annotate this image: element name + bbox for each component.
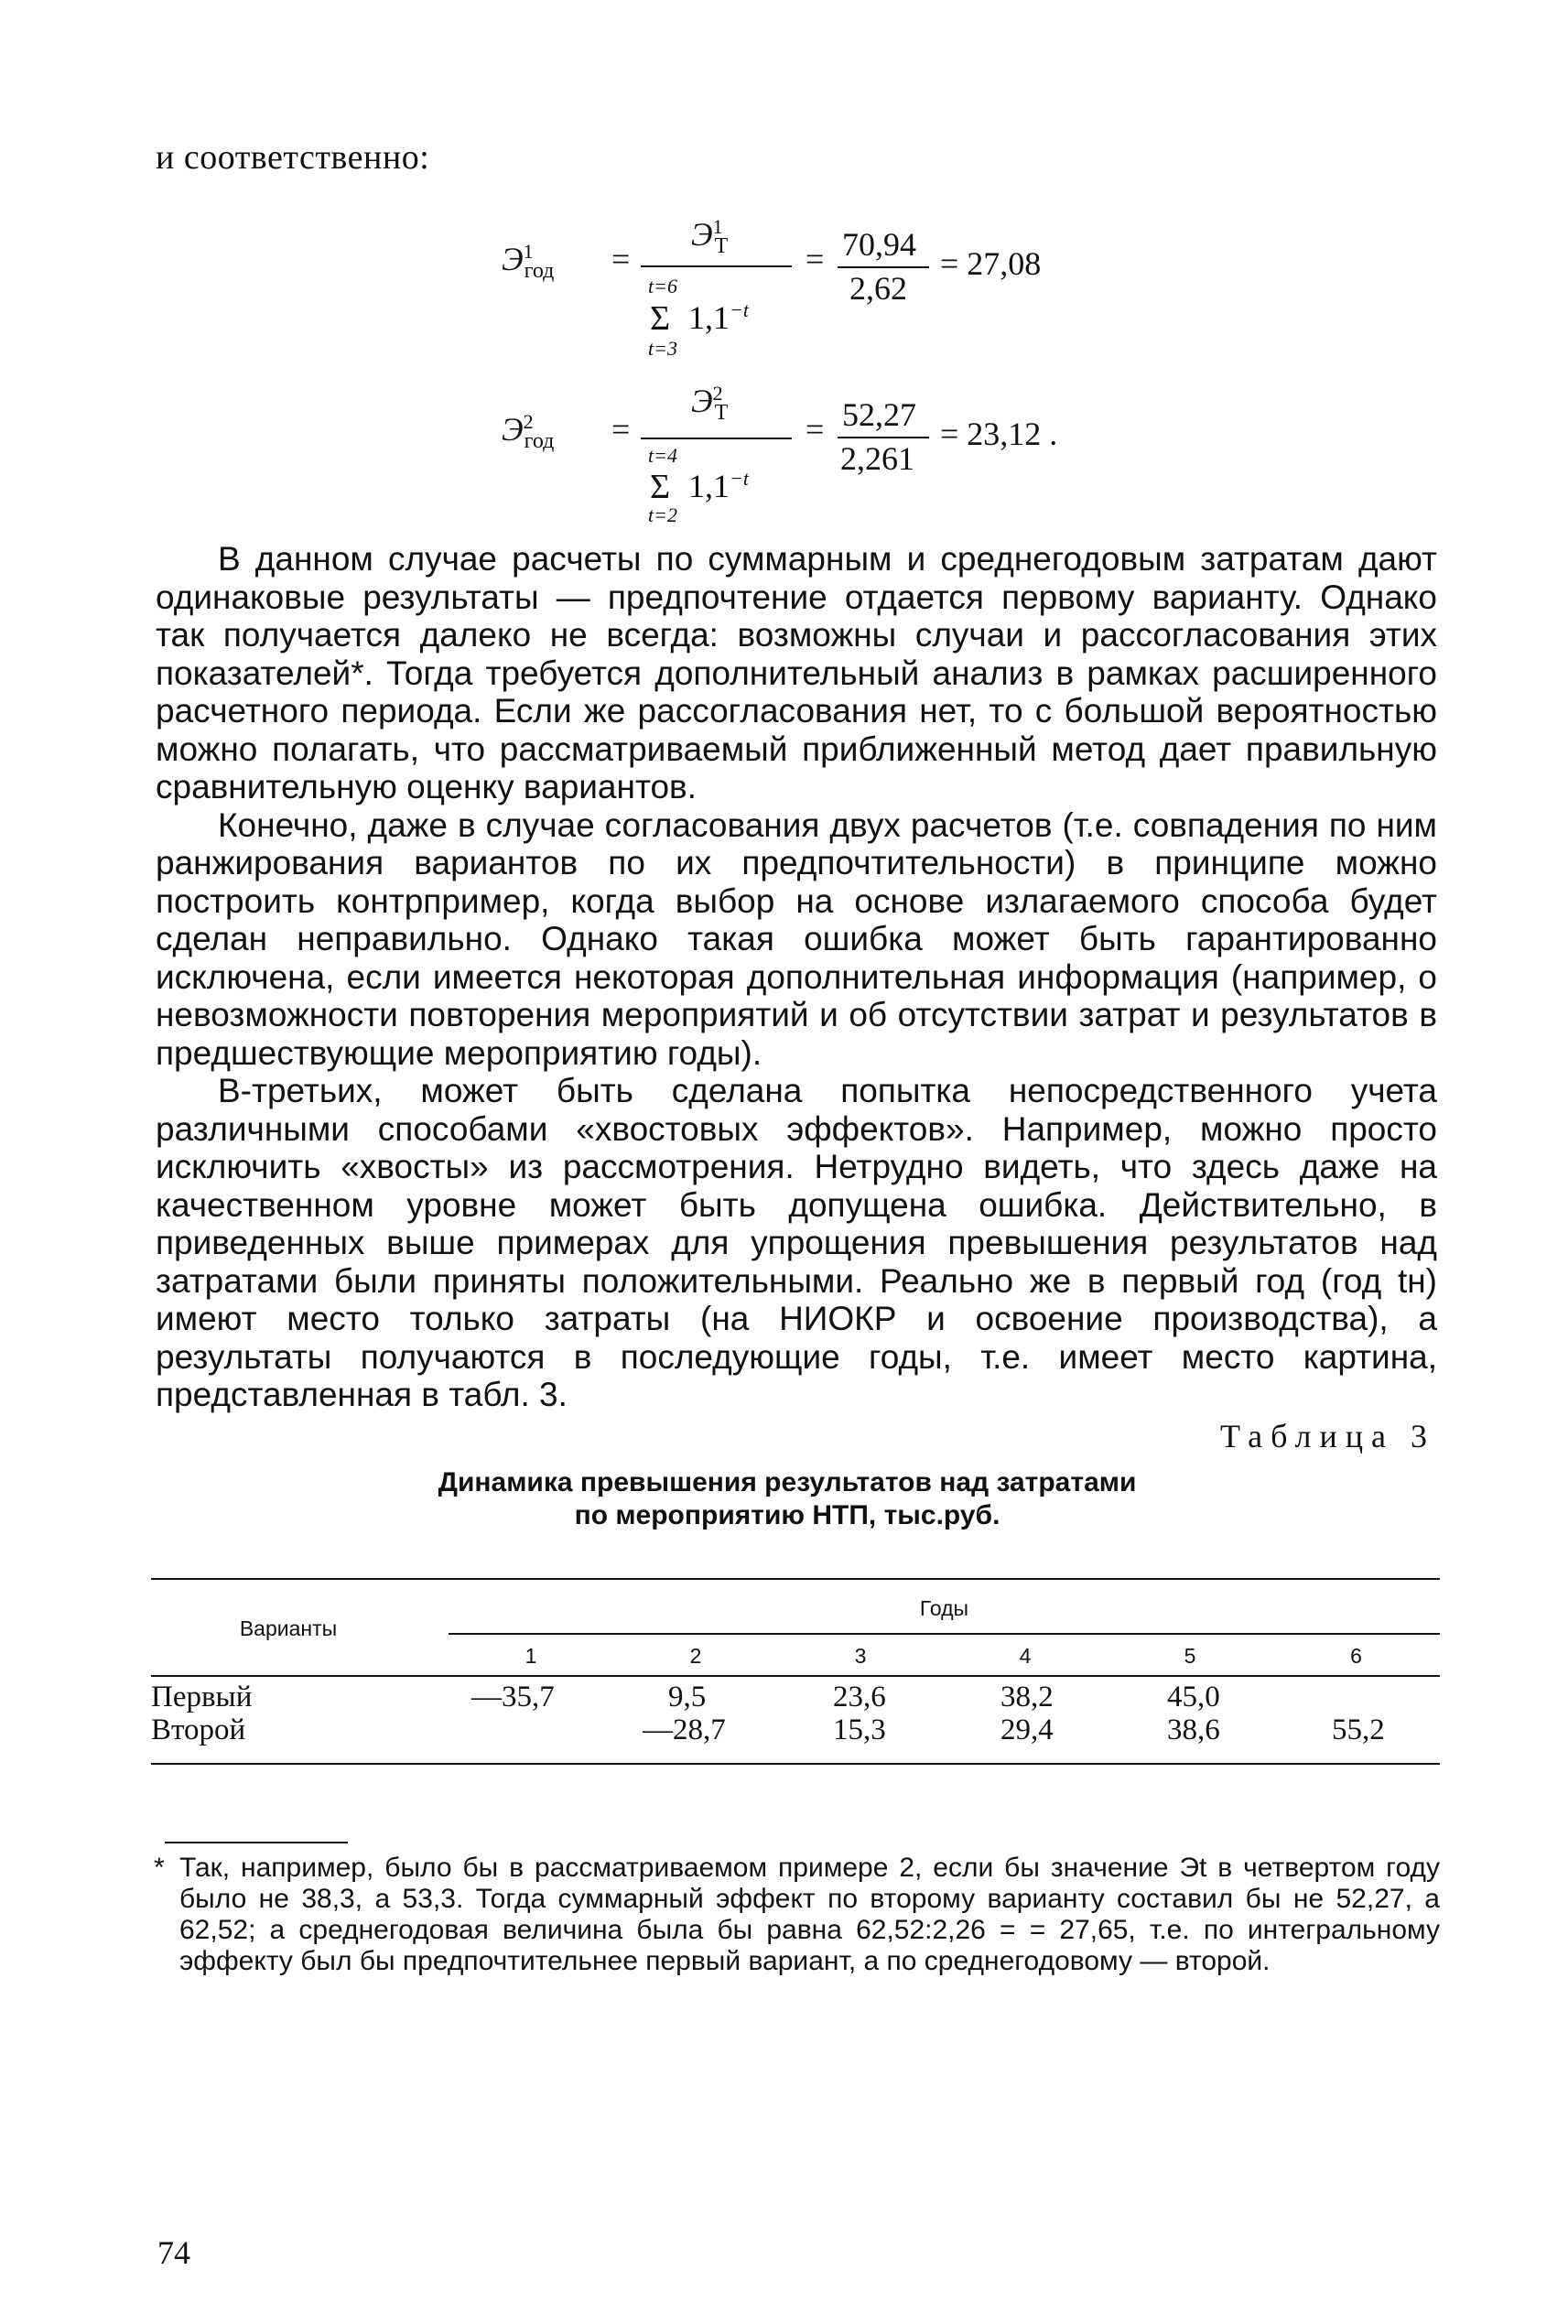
row-2-year-3: 15,3	[833, 1713, 886, 1746]
formula-2-numerator: $Э^2_Т$	[691, 382, 729, 426]
formula-1-value-line	[838, 266, 929, 268]
header-years: Годы	[919, 1596, 969, 1620]
formula-1-result: = 27,08	[940, 245, 1042, 282]
formula-2-sum-symbol: Σ	[650, 468, 671, 506]
formula-1-value-den: 2,62	[849, 270, 907, 307]
page-number: 74	[157, 2234, 190, 2271]
header-bottom-rule	[151, 1675, 1440, 1677]
formula-2-value-num: 52,27	[842, 396, 916, 433]
year-header-6: 6	[1350, 1644, 1362, 1668]
formula-2-value-den: 2,261	[840, 440, 914, 477]
formula-1-value-num: 70,94	[842, 226, 916, 263]
table-top-rule	[151, 1578, 1440, 1580]
paragraph-2: Конечно, даже в случае согласования двух расчетов (т.е. совпадения по ним ранжирования вариантов по их предпочтительности) в принципе можно построить контрпример, когда выбор на основе излагаемого способа будет сделан неправильно. Однако такая ошибка может быть гарантированно исключена, если имеется некоторая дополнительная информация (например, о невозможности повторения мероприятий и об отсутствии затрат и результатов в предшествующие мероприятию годы).	[156, 805, 1437, 1072]
formula-1-numerator: $Э^1_Т$	[691, 215, 729, 259]
footnote-marker: *	[154, 1853, 165, 1883]
formula-2-sum-term: $1,1^{-t}$	[688, 467, 749, 504]
intro-line: и соответственно:	[156, 138, 430, 177]
row-1-name: Первый	[151, 1681, 253, 1713]
year-header-5: 5	[1184, 1644, 1196, 1668]
row-1-year-5: 45,0	[1167, 1681, 1220, 1713]
row-1-year-2: 9,5	[668, 1681, 707, 1713]
year-header-4: 4	[1019, 1644, 1032, 1668]
body-text	[156, 540, 1437, 1414]
paragraph-1: В данном случае расчеты по суммарным и среднегодовым затратам дают одинаковые результаты — предпочтение отдается первому варианту. Однако так получается далеко не всегда: возможны случаи и рассогласования этих показателей*. Тогда требуется дополнительный анализ в рамках расширенного расчетного периода. Если же рассогласования нет, то с большой вероятностью можно полагать, что рассматриваемый приближенный метод дает правильную сравнительную оценку вариантов.	[156, 540, 1437, 805]
row-2-year-5: 38,6	[1167, 1713, 1220, 1746]
row-1-year-1: —35,7	[471, 1681, 555, 1713]
formula-1-fraction-line	[641, 265, 792, 267]
paragraph-3: В-третьих, может быть сделана попытка непосредственного учета различными способами «хвостовых эффектов». Например, можно просто исключить «хвосты» из рассмотрения. Нетрудно видеть, что здесь даже на качественном уровне может быть допущена ошибка. Действительно, в приведенных выше примерах для упрощения превышения результатов над затратами были приняты положительными. Реально же в первый год (год tн) имеют место только затраты (на НИОКР и освоение производства), а результаты получаются в последующие годы, т.е. имеет место картина, представленная в табл. 3.	[156, 1072, 1437, 1413]
year-header-1: 1	[524, 1644, 537, 1668]
row-2-year-4: 29,4	[1000, 1713, 1054, 1746]
row-2-name: Второй	[151, 1713, 246, 1746]
table-label: Таблица 3	[1220, 1418, 1435, 1454]
year-header-2: 2	[689, 1644, 702, 1668]
row-2-year-2: —28,7	[643, 1713, 726, 1746]
row-1-year-4: 38,2	[1000, 1681, 1054, 1713]
formula-2-sum-upper: t=4	[648, 444, 677, 467]
footnote-text: Так, например, было бы в рассматриваемом примере 2, если бы значение Эt в четвертом году было не 38,3, а 53,3. Тогда суммарный эффект по второму варианту составил бы не 52,27, а 62,52; а среднегодовая величина была бы равна 62,52:2,26 = = 27,65, т.е. по интегральному эффекту был бы предпочтительнее первый вариант, а по среднегодовому — второй.	[179, 1853, 1440, 1976]
formula-2-fraction-line	[641, 438, 792, 439]
row-2-year-6: 55,2	[1332, 1713, 1385, 1746]
header-mid-rule	[449, 1633, 1440, 1635]
formula-2-eq-1: =	[611, 411, 631, 448]
formula-2-value-line	[838, 437, 929, 438]
row-1-year-3: 23,6	[833, 1681, 886, 1713]
formula-2-sum-lower: t=2	[648, 503, 677, 526]
formula-2-eq-2: =	[806, 411, 825, 448]
year-header-3: 3	[854, 1644, 867, 1668]
footnote	[154, 1853, 1440, 1977]
formula-1-eq-2: =	[806, 241, 825, 277]
header-variants: Варианты	[239, 1616, 338, 1640]
table-title: Динамика превышения результатов над затратами по мероприятию НТП, тыс.руб.	[438, 1467, 1137, 1530]
formula-2-lhs: $Э^2_{год}$	[502, 410, 555, 454]
formula-1-lhs: $Э^1_{год}$	[502, 240, 555, 284]
footnote-separator	[165, 1842, 348, 1843]
formula-1-sum-lower: t=3	[648, 337, 677, 360]
table-bottom-rule	[151, 1763, 1440, 1765]
formula-2-result: = 23,12 .	[940, 416, 1058, 452]
formula-1-sum-term: $1,1^{-t}$	[688, 298, 749, 336]
formula-1-eq-1: =	[611, 241, 631, 277]
formula-1-sum-symbol: Σ	[650, 299, 671, 338]
formula-1-sum-upper: t=6	[648, 275, 677, 297]
